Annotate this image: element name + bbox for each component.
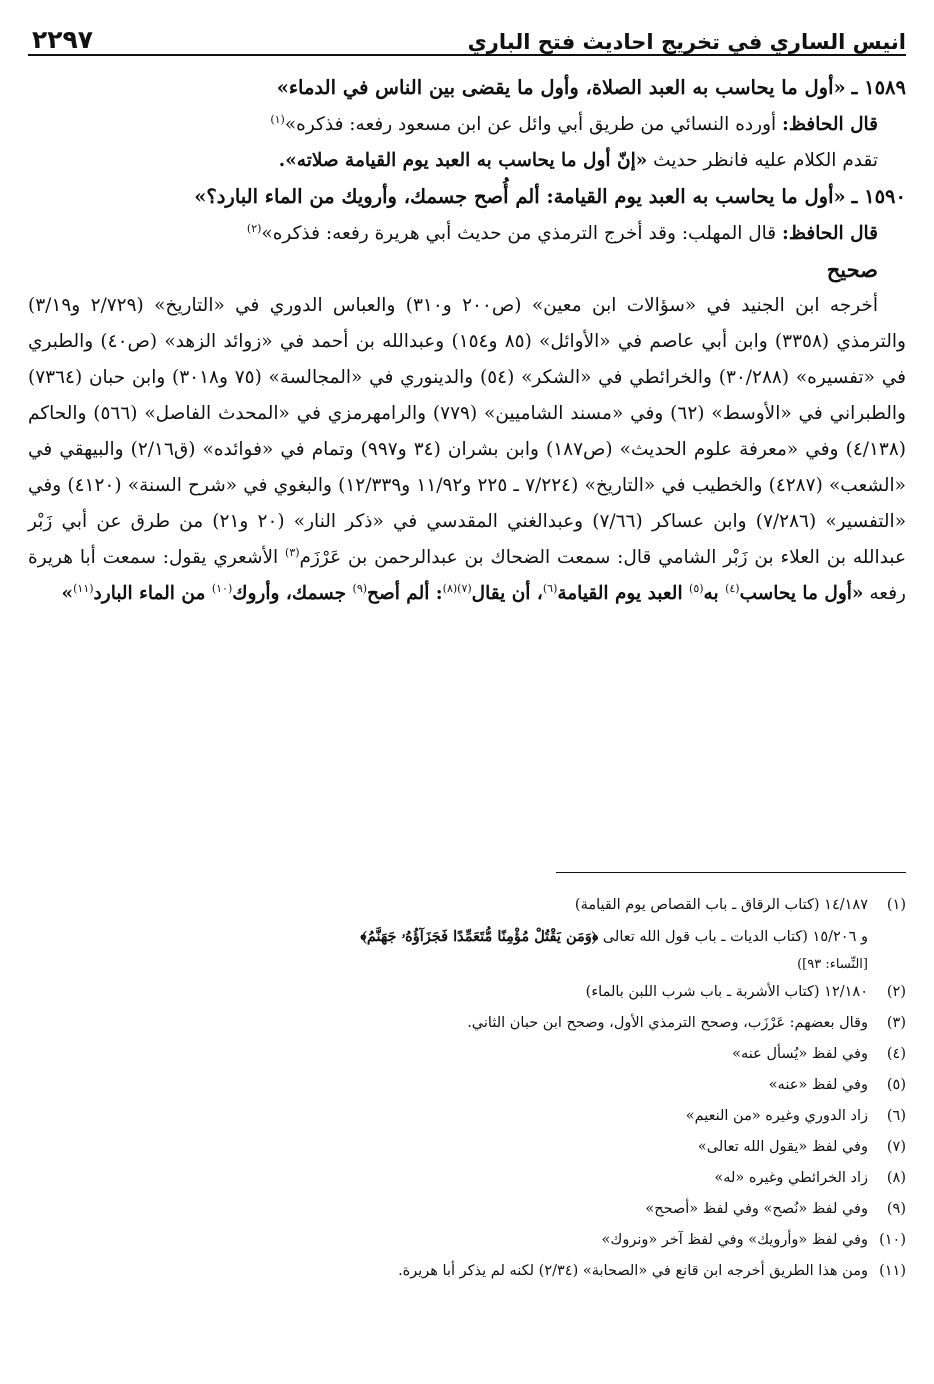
hadith-quote: ، أن يقال bbox=[471, 583, 543, 604]
footnote-text: وفي لفظ «يقول الله تعالى» bbox=[697, 1139, 868, 1155]
footnote bbox=[28, 977, 906, 1008]
footnote-separator bbox=[556, 872, 906, 873]
footnote-number: (٦) bbox=[886, 1108, 906, 1124]
footnote bbox=[28, 1132, 906, 1163]
takhrij-text: أخرجه ابن الجنيد في «سؤالات ابن معين» (ص٢٠٠ و٣١٠) والعباس الدوري في «التاريخ» (٢/٧٢٩ و٣/١٩) والترمذي (٣٣٥٨) وابن أبي عاصم في «الأوائل» (٨٥ و١٥٤) وعبدالله بن أحمد في «زوائد الزهد» (ص٤٠) والطبري في «تفسيره» (٣٠/٢٨٨) والخرائطي في «الشكر» (٥٤) والدينوري في «المجالسة» (٧٥ و٣٠١٨) وابن حبان (٧٣٦٤) والطبراني في «الأوسط» (٦٢) وفي «مسند الشاميين» (٧٧٩) والرامهرمزي في «المحدث الفاصل» (٥٦٦) والحاكم (٤/١٣٨) وفي «معرفة علوم الحديث» (ص١٨٧) وابن بشران (٣٤ و٩٩٧) وتمام في «فوائده» (ق٢/١٦) والبيهقي في «الشعب» (٤٢٨٧) والخطيب في «التاريخ» (٧/٢٢٤ ـ ٢٢٥ و١١/٩٢ و١٢/٣٣٩) والبغوي في «شرح السنة» (٤١٢٠) وفي «التفسير» (٧/٢٨٦) وابن عساكر (٧/٦٦) وعبدالغني المقدسي في «ذكر النار» (٢٠ و٢١) من طرق عن أبي زَبْر عبدالله بن العلاء بن زَبْر الشامي قال: سمعت الضحاك بن عبدالرحمن بن عَرْزَم bbox=[28, 295, 907, 568]
footnote-number: (٢) bbox=[886, 984, 906, 1000]
footnote-ref: (١) bbox=[270, 112, 285, 126]
hadith-text: «أول ما يحاسب به العبد الصلاة، وأول ما يقضى بين الناس في الدماء» bbox=[276, 76, 846, 99]
page bbox=[28, 14, 906, 1370]
hadith-quote: جسمك، وأروك bbox=[232, 583, 353, 604]
hadith-number: ١٥٨٩ ـ bbox=[851, 76, 906, 99]
footnote bbox=[28, 1008, 906, 1039]
footnote bbox=[28, 1194, 906, 1225]
takhrij-text: الأشعري يقول: سمعت أبا هريرة رفعه bbox=[28, 547, 906, 604]
footnote-number: (٨) bbox=[886, 1170, 906, 1186]
hafiz-text: قال المهلب: وقد أخرج الترمذي من حديث أبي هريرة رفعه: فذكره» bbox=[261, 223, 777, 244]
takhrij-paragraph bbox=[28, 288, 906, 612]
footnotes bbox=[28, 890, 906, 1287]
hadith-quote: » bbox=[61, 583, 74, 604]
hadith-quote: : ألم أصح bbox=[367, 583, 443, 604]
footnote-ref: (٣) bbox=[285, 545, 300, 559]
footnote-text: وفي لفظ «عنه» bbox=[768, 1077, 868, 1093]
hadith-number: ١٥٩٠ ـ bbox=[851, 185, 906, 208]
hadith-quote: من الماء البارد bbox=[93, 583, 212, 604]
footnote-number: (١٠) bbox=[879, 1232, 906, 1248]
footnote-text: و ١٥/٢٠٦ (كتاب الديات ـ باب قول الله تعالى bbox=[598, 929, 868, 945]
footnote-ref: (١٠) bbox=[211, 581, 233, 595]
running-header bbox=[28, 14, 906, 56]
footnote-number: (٥) bbox=[886, 1077, 906, 1093]
cross-reference-note bbox=[28, 143, 906, 179]
hadith-quote: به bbox=[703, 583, 726, 604]
footnote-text: وفي لفظ «نُصح» وفي لفظ «أصحح» bbox=[645, 1201, 868, 1217]
footnote-text: زاد الخرائطي وغيره «له» bbox=[714, 1170, 868, 1186]
hadith-quote: العبد يوم القيامة bbox=[557, 583, 690, 604]
hafiz-label: قال الحافظ: bbox=[782, 223, 878, 244]
hadith-grade: صحيح bbox=[826, 257, 878, 282]
footnote-number: (٩) bbox=[886, 1201, 906, 1217]
footnote-number: (١) bbox=[886, 897, 906, 913]
footnote bbox=[28, 1070, 906, 1101]
footnote-number: (٣) bbox=[886, 1015, 906, 1031]
hadith-1590 bbox=[28, 179, 906, 216]
footnote-ref: (٢) bbox=[246, 221, 262, 235]
footnote-ref: (٩) bbox=[352, 581, 368, 595]
footnote-text: وفي لفظ «يُسأل عنه» bbox=[732, 1046, 868, 1062]
footnote-ref: (٤) bbox=[725, 581, 740, 595]
footnote-ref: (١١) bbox=[73, 581, 94, 595]
hadith-quote: «أول ما يحاسب bbox=[739, 583, 864, 604]
footnote bbox=[28, 1225, 906, 1256]
footnote bbox=[28, 1039, 906, 1070]
footnote-ref: (٧)(٨) bbox=[442, 581, 472, 595]
footnote bbox=[28, 890, 906, 977]
footnote-ref: (٦) bbox=[542, 581, 558, 595]
note-bold: «إنّ أول ما يحاسب به العبد يوم القيامة صلاته». bbox=[278, 150, 648, 171]
footnote-number: (٧) bbox=[886, 1139, 906, 1155]
hafiz-comment-1590 bbox=[28, 216, 906, 252]
footnote-number: (٤) bbox=[886, 1046, 906, 1062]
footnote-ref: (٥) bbox=[689, 581, 704, 595]
footnote bbox=[28, 1163, 906, 1194]
footnote-text: زاد الدوري وغيره «من النعيم» bbox=[685, 1108, 868, 1124]
footnote-text: وقال بعضهم: عَرْزَب، وصحح الترمذي الأول، وصحح ابن حبان الثاني. bbox=[467, 1015, 868, 1031]
quran-verse: ﴿وَمَن يَقْتُلْ مُؤْمِنًا مُّتَعَمِّدًا فَجَزَآؤُهُۥ جَهَنَّمُ﴾ bbox=[360, 928, 599, 945]
note-text: تقدم الكلام عليه فانظر حديث bbox=[653, 150, 878, 171]
footnote-text: ١٢/١٨٠ (كتاب الأشربة ـ باب شرب اللبن بالماء) bbox=[585, 984, 868, 1000]
hadith-text: «أول ما يحاسب به العبد يوم القيامة: ألم أُصح جسمك، وأرويك من الماء البارد؟» bbox=[194, 185, 846, 208]
verse-reference: [النِّساء: ٩٣]) bbox=[797, 957, 868, 972]
footnote bbox=[28, 1101, 906, 1132]
running-title: انيس الساري في تخريج احاديث فتح الباري bbox=[467, 30, 906, 54]
footnote-body bbox=[28, 890, 868, 977]
footnote-text: ١٤/١٨٧ (كتاب الرقاق ـ باب القصاص يوم القيامة) bbox=[574, 897, 868, 913]
hafiz-comment-1589 bbox=[28, 107, 906, 143]
footnote-number: (١١) bbox=[879, 1263, 906, 1279]
footnote-text: ومن هذا الطريق أخرجه ابن قانع في «الصحابة» (٢/٣٤) لكنه لم يذكر أبا هريرة. bbox=[398, 1263, 868, 1279]
footnote bbox=[28, 1256, 906, 1287]
footnote-text: وفي لفظ «وأرويك» وفي لفظ آخر «ونروك» bbox=[601, 1232, 868, 1248]
page-number: ٢٢٩٧ bbox=[32, 25, 94, 54]
hafiz-label: قال الحافظ: bbox=[782, 114, 878, 135]
hadith-1589 bbox=[28, 70, 906, 107]
main-text bbox=[28, 70, 906, 612]
hafiz-text: أورده النسائي من طريق أبي وائل عن ابن مسعود رفعه: فذكره» bbox=[284, 114, 777, 135]
